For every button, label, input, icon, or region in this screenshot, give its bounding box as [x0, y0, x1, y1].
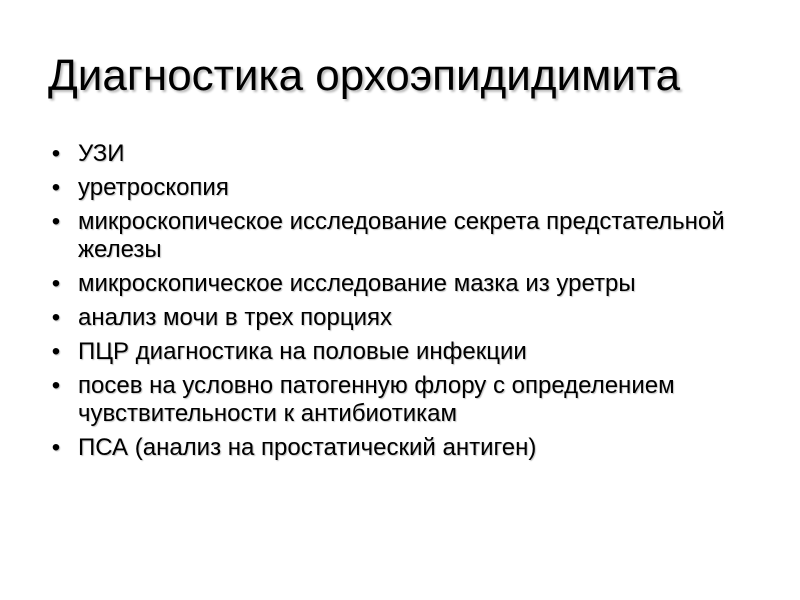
bullet-item-urine-test — [48, 304, 778, 332]
bullet-item-pcr — [48, 338, 778, 366]
bullet-marker-icon: • — [51, 174, 61, 201]
bullet-item-urethral-smear — [48, 270, 778, 298]
bullet-item-psa — [48, 434, 778, 462]
slide-title: Диагностика орхоэпидидимита — [48, 51, 681, 100]
bullet-text: уретроскопия — [78, 174, 229, 201]
bullet-marker-icon: • — [51, 270, 61, 297]
bullet-text: ПСА (анализ на простатический антиген) — [78, 434, 537, 461]
bullet-item-prostate-secretion — [48, 208, 778, 264]
bullet-marker-icon: • — [51, 434, 61, 461]
bullet-text: УЗИ — [78, 140, 125, 167]
bullet-item-culture — [48, 372, 778, 428]
bullet-marker-icon: • — [51, 338, 61, 365]
bullet-text: ПЦР диагностика на половые инфекции — [78, 338, 527, 365]
bullet-text: посев на условно патогенную флору с определением чувствительности к антибиотикам — [78, 372, 675, 427]
bullet-marker-icon: • — [51, 372, 61, 399]
bullet-item-urethroscopy — [48, 174, 778, 202]
bullet-marker-icon: • — [51, 140, 61, 167]
bullet-text: анализ мочи в трех порциях — [78, 304, 393, 331]
bullet-text: микроскопическое исследование мазка из уретры — [78, 270, 636, 297]
bullet-item-uzi — [48, 140, 778, 168]
bullet-list — [48, 140, 778, 468]
bullet-marker-icon: • — [51, 208, 61, 235]
bullet-text: микроскопическое исследование секрета предстательной железы — [78, 208, 725, 263]
bullet-marker-icon: • — [51, 304, 61, 331]
